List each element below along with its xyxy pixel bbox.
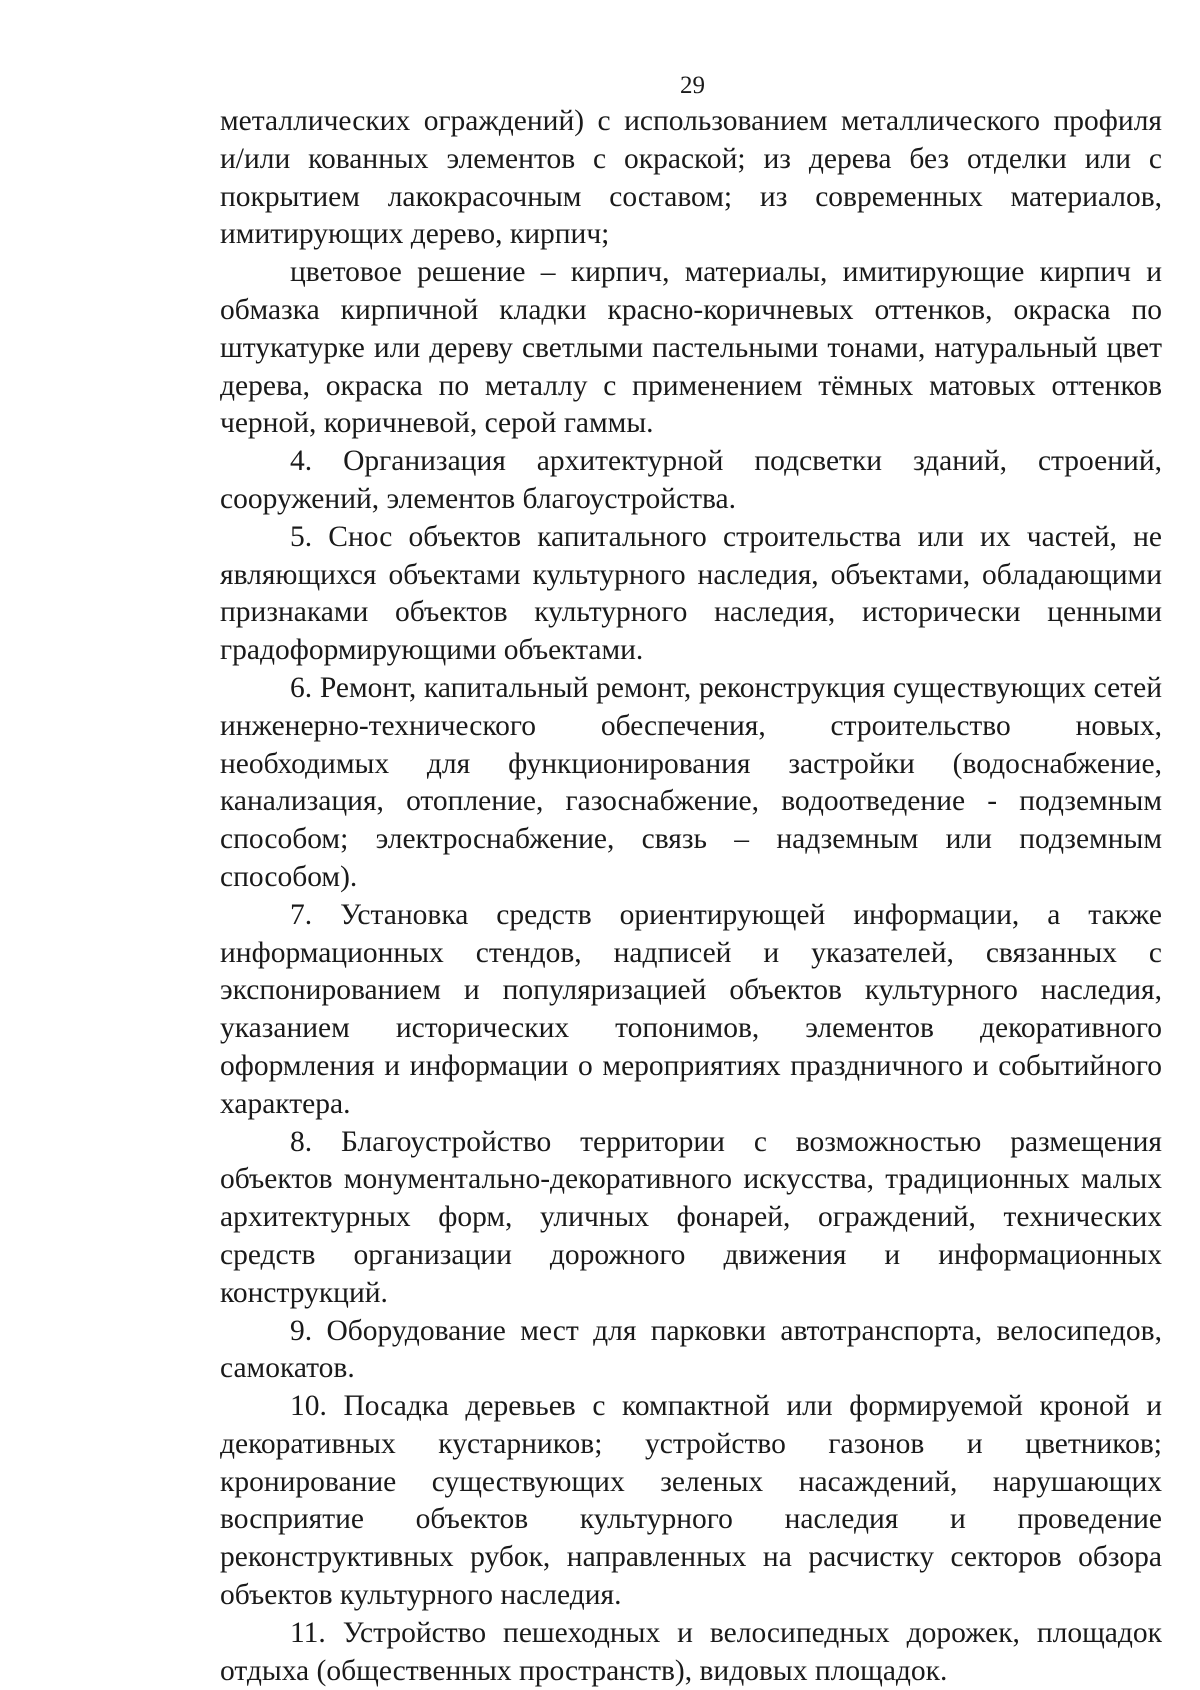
paragraph-item-4: 4. Организация архитектурной подсветки зданий, строений, сооружений, элементов благоустройства. xyxy=(220,445,1162,515)
paragraph-item-6: 6. Ремонт, капитальный ремонт, реконструкция существующих сетей инженерно-технического обеспечения, строительство новых, необходимых для функционирования застройки (водоснабжение, канализация, отопление, газоснабжение, водоотведение - подземным способом; электроснабжение, связь – надземным или подземным способом). xyxy=(220,671,1162,893)
document-body xyxy=(220,103,1162,1690)
paragraph-item-10: 10. Посадка деревьев с компактной или формируемой кроной и декоративных кустарников; устройство газонов и цветников; кронирование существующих зеленых насаждений, нарушающих восприятие объектов культурного наследия и проведение реконструктивных рубок, направленных на расчистку секторов обзора объектов культурного наследия. xyxy=(220,1390,1162,1612)
paragraph-item-5: 5. Снос объектов капитального строительства или их частей, не являющихся объектами культурного наследия, объектами, обладающими признаками объектов культурного наследия, исторически ценными градоформирующими объектами. xyxy=(220,520,1162,667)
paragraph-item-8: 8. Благоустройство территории с возможностью размещения объектов монументально-декоративного искусства, традиционных малых архитектурных форм, уличных фонарей, ограждений, технических средств организации дорожного движения и информационных конструкций. xyxy=(220,1125,1162,1309)
paragraph-item-11: 11. Устройство пешеходных и велосипедных дорожек, площадок отдыха (общественных пространств), видовых площадок. xyxy=(220,1616,1162,1687)
paragraph-continuation: металлических ограждений) с использованием металлического профиля и/или кованных элементов с окраской; из дерева без отделки или с покрытием лакокрасочным составом; из современных материалов, имитирующих дерево, кирпич; xyxy=(220,105,1162,251)
paragraph-color-solution: цветовое решение – кирпич, материалы, имитирующие кирпич и обмазка кирпичной кладки красно-коричневых оттенков, окраска по штукатурке или дереву светлыми пастельными тонами, натуральный цвет дерева, окраска по металлу с применением тёмных матовых оттенков черной, коричневой, серой гаммы. xyxy=(220,256,1162,440)
paragraph-item-9: 9. Оборудование мест для парковки автотранспорта, велосипедов, самокатов. xyxy=(220,1314,1162,1385)
page-number: 29 xyxy=(680,72,705,99)
paragraph-item-7: 7. Установка средств ориентирующей информации, а также информационных стендов, надписей и указателей, связанных с экспонированием и популяризацией объектов культурного наследия, указанием исторических топонимов, элементов декоративного оформления и информации о мероприятиях праздничного и событийного характера. xyxy=(220,898,1162,1120)
